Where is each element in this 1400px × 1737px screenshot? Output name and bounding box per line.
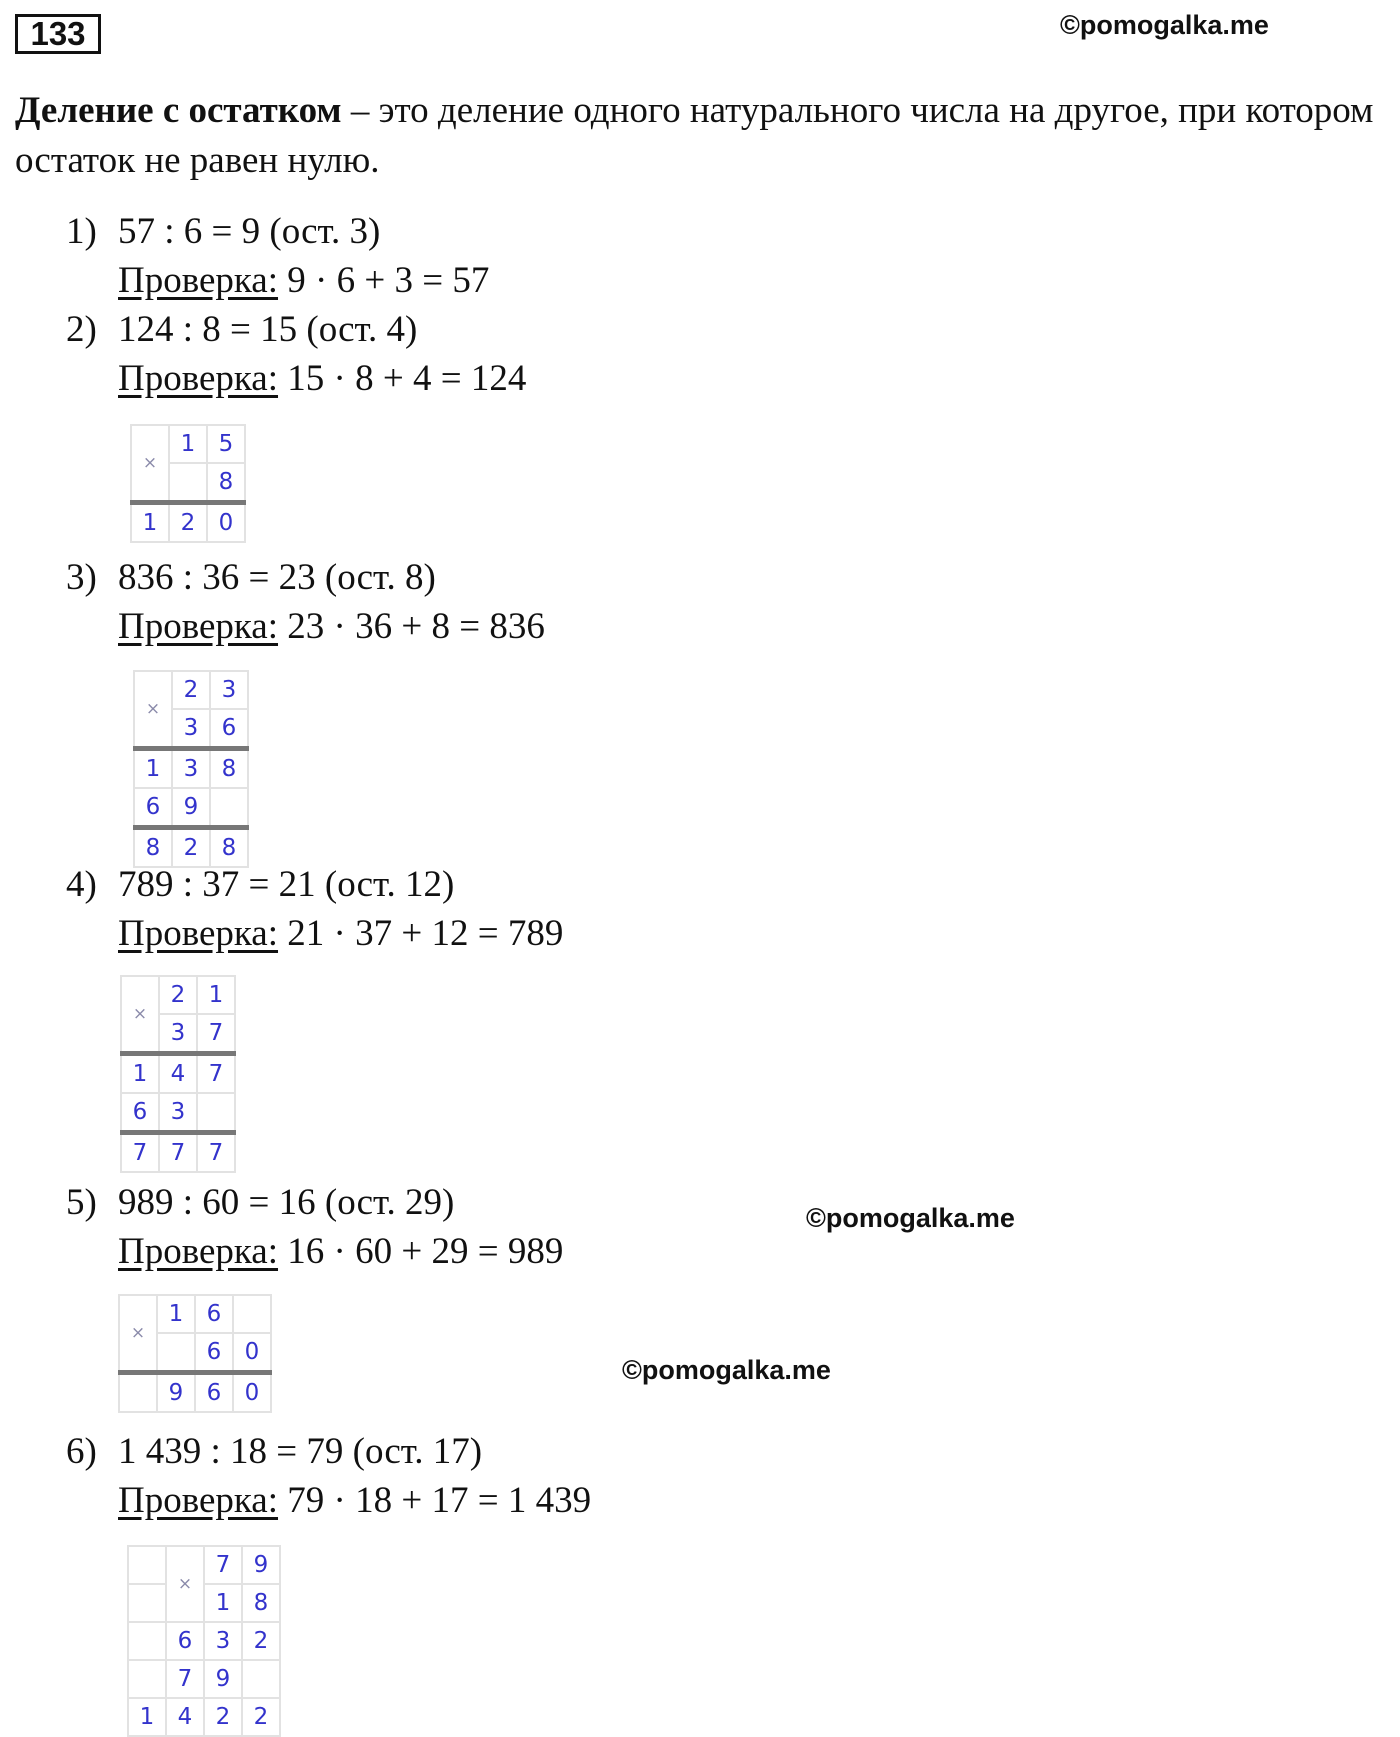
grid-digit: 1: [204, 1584, 242, 1622]
grid-digit: 2: [169, 503, 207, 543]
grid-digit: 7: [197, 1014, 235, 1054]
grid-digit: 0: [233, 1373, 271, 1413]
grid-empty: [169, 463, 207, 503]
watermark-top: ©pomogalka.me: [1060, 10, 1269, 40]
grid-digit: 6: [134, 788, 172, 828]
check-label: Проверка:: [118, 606, 279, 647]
grid-digit: 9: [242, 1546, 280, 1584]
grid-digit: 8: [210, 828, 248, 868]
grid-digit: 2: [172, 828, 210, 868]
grid-digit: 9: [157, 1373, 195, 1413]
grid-digit: 2: [204, 1698, 242, 1736]
check-label: Проверка:: [118, 1231, 279, 1272]
multiply-sign: ×: [134, 671, 172, 749]
definition-paragraph: [15, 86, 1375, 186]
grid-digit: 7: [204, 1546, 242, 1584]
grid-digit: 3: [172, 709, 210, 749]
item-1-number: 1): [66, 211, 97, 252]
item-6-eq-text: 1 439 : 18 = 79 (ост. 17): [118, 1431, 483, 1472]
grid-digit: 6: [166, 1622, 204, 1660]
multiplication-grid-3: [133, 670, 249, 868]
item-6-equation: [66, 1430, 483, 1474]
item-5-check-text: 16 · 60 + 29 = 989: [287, 1231, 564, 1272]
grid-digit: 9: [204, 1660, 242, 1698]
item-1-check-text: 9 · 6 + 3 = 57: [287, 260, 490, 301]
grid-digit: 3: [172, 749, 210, 789]
definition-text: – это деление одного натурального числа на другое, при котором остаток не равен нулю.: [15, 90, 1374, 181]
grid-empty: [128, 1660, 166, 1698]
grid-digit: 2: [159, 976, 197, 1014]
multiply-sign: ×: [166, 1546, 204, 1622]
task-number: 133: [15, 14, 101, 54]
multiplication-grid-6: [127, 1545, 281, 1737]
item-4-eq-text: 789 : 37 = 21 (ост. 12): [118, 864, 455, 905]
grid-digit: 4: [159, 1054, 197, 1094]
grid-digit: 7: [159, 1133, 197, 1173]
grid-digit: 7: [197, 1133, 235, 1173]
item-4-equation: [66, 863, 455, 907]
grid-digit: 0: [207, 503, 245, 543]
item-1-check: [118, 259, 489, 303]
item-4-check: [118, 912, 563, 956]
watermark-middle: ©pomogalka.me: [806, 1203, 1015, 1233]
grid-digit: 6: [195, 1373, 233, 1413]
multiplication-grid-4: [120, 975, 236, 1173]
item-5-number: 5): [66, 1182, 97, 1223]
grid-digit: 8: [207, 463, 245, 503]
grid-digit: 6: [210, 709, 248, 749]
multiply-sign: ×: [121, 976, 159, 1054]
grid-digit: 9: [172, 788, 210, 828]
grid-digit: 4: [166, 1698, 204, 1736]
item-2-equation: [66, 308, 418, 352]
grid-empty: [197, 1093, 235, 1133]
check-label: Проверка:: [118, 1480, 279, 1521]
item-5-check: [118, 1230, 563, 1274]
item-5-eq-text: 989 : 60 = 16 (ост. 29): [118, 1182, 455, 1223]
multiply-sign: ×: [119, 1295, 157, 1373]
item-3-equation: [66, 556, 436, 600]
grid-empty: [210, 788, 248, 828]
item-1-equation: [66, 210, 381, 254]
grid-digit: 7: [197, 1054, 235, 1094]
item-2-eq-text: 124 : 8 = 15 (ост. 4): [118, 309, 418, 350]
grid-digit: 7: [121, 1133, 159, 1173]
item-6-check: [118, 1479, 591, 1523]
item-4-check-text: 21 · 37 + 12 = 789: [287, 913, 564, 954]
grid-digit: 1: [157, 1295, 195, 1333]
item-4-number: 4): [66, 864, 97, 905]
grid-digit: 1: [197, 976, 235, 1014]
item-3-check: [118, 605, 545, 649]
grid-digit: 8: [242, 1584, 280, 1622]
definition-term: Деление с остатком: [15, 90, 342, 131]
grid-empty: [119, 1373, 157, 1413]
grid-empty: [233, 1295, 271, 1333]
grid-empty: [128, 1622, 166, 1660]
grid-digit: 6: [121, 1093, 159, 1133]
item-1-eq-text: 57 : 6 = 9 (ост. 3): [118, 211, 381, 252]
grid-digit: 6: [195, 1333, 233, 1373]
grid-digit: 1: [134, 749, 172, 789]
grid-digit: 8: [210, 749, 248, 789]
grid-empty: [128, 1546, 166, 1584]
grid-digit: 2: [242, 1698, 280, 1736]
grid-digit: 7: [166, 1660, 204, 1698]
item-6-number: 6): [66, 1431, 97, 1472]
grid-digit: 2: [172, 671, 210, 709]
grid-digit: 8: [134, 828, 172, 868]
multiply-sign: ×: [131, 425, 169, 503]
grid-digit: 3: [204, 1622, 242, 1660]
grid-digit: 1: [131, 503, 169, 543]
multiplication-grid-5: [118, 1294, 272, 1413]
check-label: Проверка:: [118, 358, 279, 399]
grid-digit: 3: [210, 671, 248, 709]
item-3-eq-text: 836 : 36 = 23 (ост. 8): [118, 557, 436, 598]
grid-digit: 1: [128, 1698, 166, 1736]
grid-digit: 3: [159, 1014, 197, 1054]
grid-digit: 3: [159, 1093, 197, 1133]
grid-empty: [157, 1333, 195, 1373]
item-2-number: 2): [66, 309, 97, 350]
item-3-check-text: 23 · 36 + 8 = 836: [287, 606, 545, 647]
grid-digit: 1: [121, 1054, 159, 1094]
item-3-number: 3): [66, 557, 97, 598]
check-label: Проверка:: [118, 260, 279, 301]
check-label: Проверка:: [118, 913, 279, 954]
grid-digit: 6: [195, 1295, 233, 1333]
grid-empty: [242, 1660, 280, 1698]
item-6-check-text: 79 · 18 + 17 = 1 439: [287, 1480, 592, 1521]
multiplication-grid-2: [130, 424, 246, 543]
item-5-equation: [66, 1181, 455, 1225]
grid-digit: 2: [242, 1622, 280, 1660]
grid-digit: 1: [169, 425, 207, 463]
item-2-check: [118, 357, 526, 401]
grid-digit: 0: [233, 1333, 271, 1373]
item-2-check-text: 15 · 8 + 4 = 124: [287, 358, 527, 399]
grid-empty: [128, 1584, 166, 1622]
grid-digit: 5: [207, 425, 245, 463]
watermark-lower: ©pomogalka.me: [622, 1355, 831, 1385]
